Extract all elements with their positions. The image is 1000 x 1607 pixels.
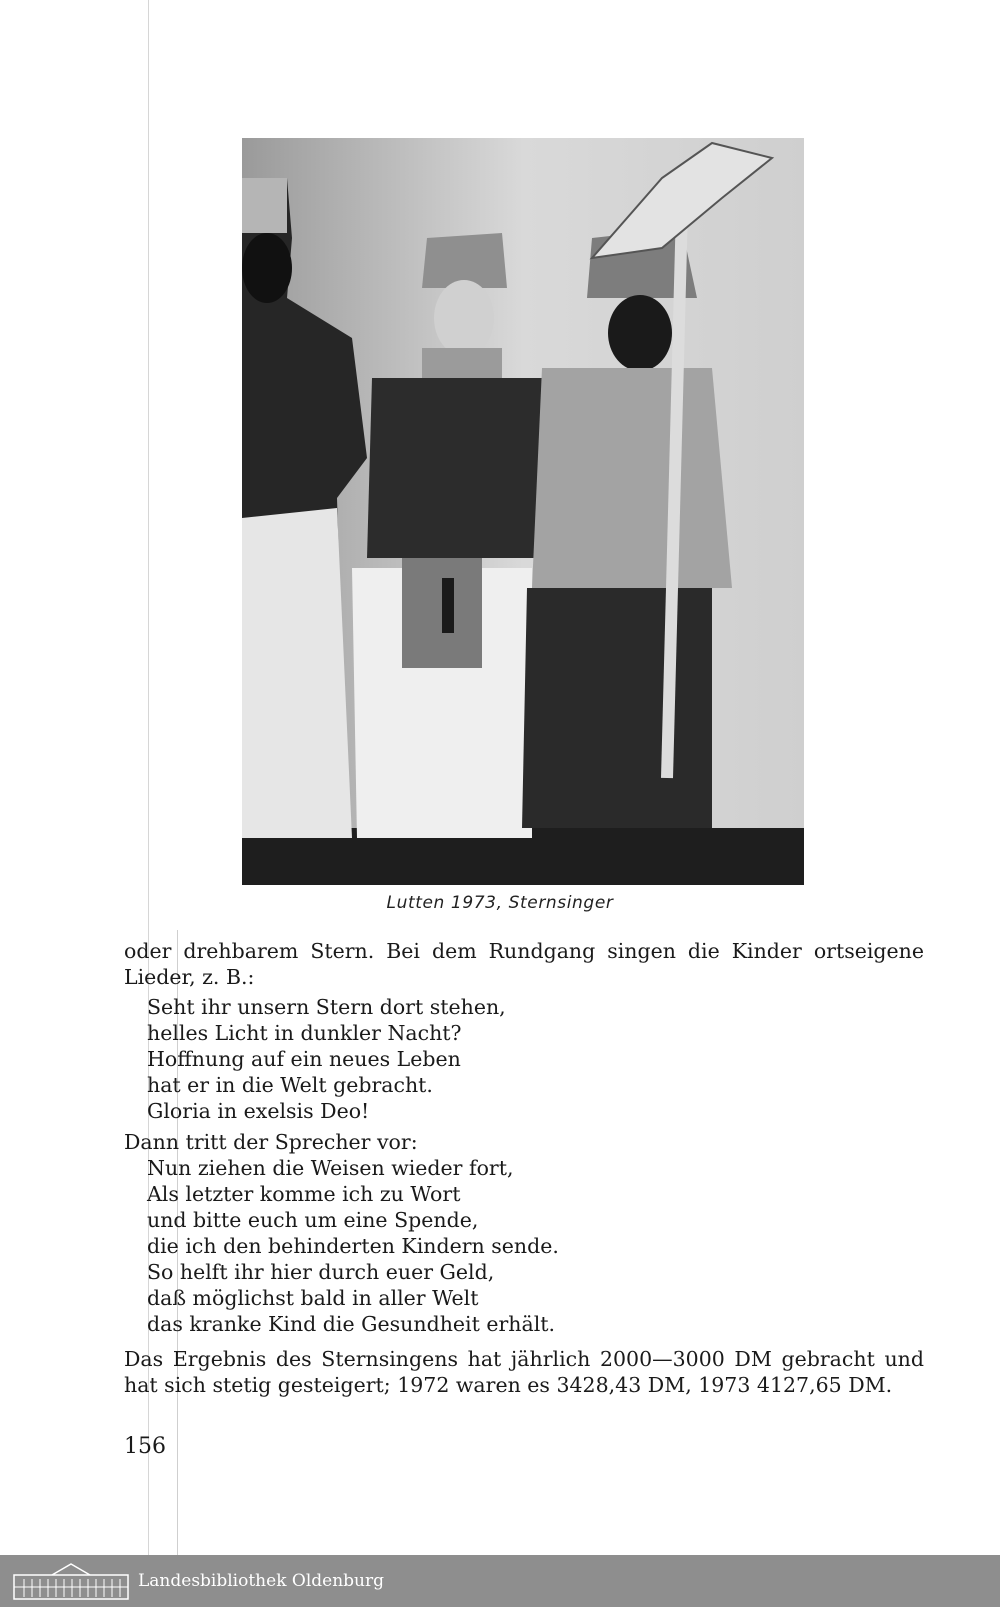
verse-speaker-poem (147, 1155, 847, 1337)
verse-line: hat er in die Welt gebracht. (147, 1073, 433, 1097)
verse-line: Hoffnung auf ein neues Leben (147, 1047, 461, 1071)
right-figure-robe-top (532, 368, 732, 588)
middle-figure-face (434, 280, 494, 356)
paragraph-speaker: Dann tritt der Sprecher vor: (124, 1130, 418, 1154)
verse-line: und bitte euch um eine Spende, (147, 1208, 479, 1232)
left-figure-face (242, 233, 292, 303)
paragraph-result-line2: hat sich stetig gesteigert; 1972 waren es 3428,43 DM, 1973 4127,65 DM. (124, 1373, 893, 1397)
library-name: Landesbibliothek Oldenburg (138, 1571, 385, 1591)
verse-line: daß möglichst bald in aller Welt (147, 1286, 479, 1310)
left-figure-apron (242, 508, 352, 838)
verse-line: das kranke Kind die Gesundheit erhält. (147, 1312, 556, 1336)
photo-caption: Lutten 1973, Sternsinger (386, 893, 614, 913)
right-figure-robe (522, 588, 712, 828)
photograph-sternsinger (242, 138, 804, 885)
verse-line: die ich den behinderten Kindern sende. (147, 1234, 559, 1258)
verse-star-song (147, 994, 847, 1124)
verse-line: helles Licht in dunkler Nacht? (147, 1021, 462, 1045)
lantern-candle (442, 578, 454, 633)
middle-figure-crown (422, 233, 507, 288)
library-footer (0, 1555, 1000, 1607)
page-number: 156 (124, 1434, 166, 1459)
left-figure-crown (242, 178, 287, 233)
verse-line: So helft ihr hier durch euer Geld, (147, 1260, 495, 1284)
verse-line: Nun ziehen die Weisen wieder fort, (147, 1156, 514, 1180)
photo-drawing (242, 138, 804, 885)
paragraph-intro-line1: oder drehbarem Stern. Bei dem Rundgang singen die Kinder ortseigene (124, 939, 924, 963)
paragraph-intro-line2: Lieder, z. B.: (124, 965, 255, 989)
paragraph-result-line1: Das Ergebnis des Sternsingens hat jährlich 2000—3000 DM gebracht und (124, 1347, 924, 1371)
right-figure-face (608, 295, 672, 371)
verse-line: Gloria in exelsis Deo! (147, 1099, 370, 1123)
verse-line: Seht ihr unsern Stern dort stehen, (147, 995, 506, 1019)
middle-figure-robe (367, 378, 552, 558)
verse-line: Als letzter komme ich zu Wort (147, 1182, 461, 1206)
library-building-icon (12, 1561, 130, 1601)
